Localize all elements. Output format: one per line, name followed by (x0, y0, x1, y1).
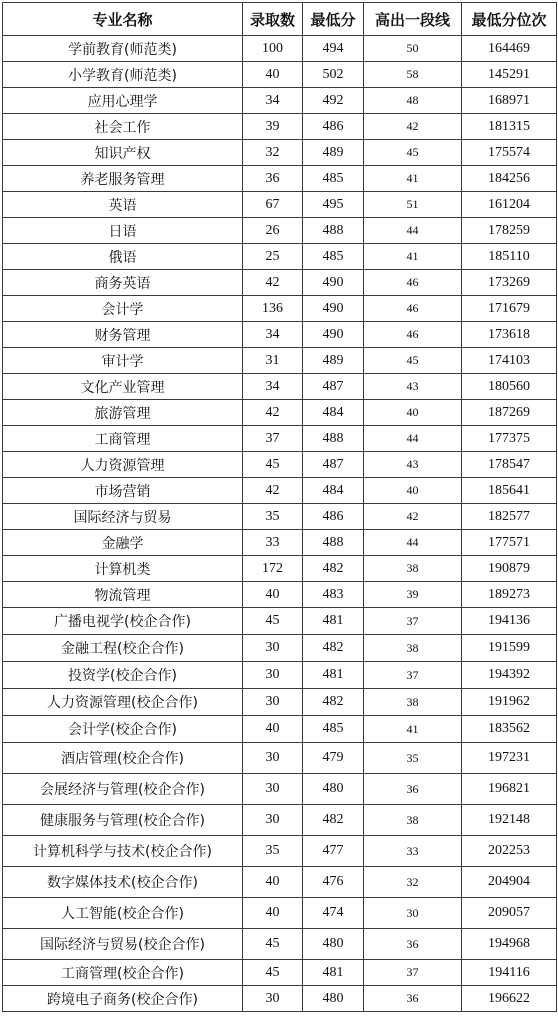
cell-major-name: 健康服务与管理(校企合作) (3, 805, 243, 836)
cell-above-cutoff: 35 (364, 743, 462, 774)
cell-admitted-count: 30 (243, 635, 303, 662)
cell-min-rank: 185110 (462, 244, 557, 270)
table-row (3, 867, 557, 898)
cell-min-score: 481 (303, 662, 364, 689)
table-row (3, 504, 557, 530)
cell-major-name: 财务管理 (3, 322, 243, 348)
cell-above-cutoff: 46 (364, 296, 462, 322)
header-row (3, 3, 557, 36)
cell-above-cutoff: 38 (364, 689, 462, 716)
cell-min-rank: 197231 (462, 743, 557, 774)
table-row (3, 774, 557, 805)
cell-above-cutoff: 33 (364, 836, 462, 867)
cell-min-rank: 183562 (462, 716, 557, 743)
cell-admitted-count: 45 (243, 960, 303, 986)
cell-admitted-count: 30 (243, 805, 303, 836)
cell-above-cutoff: 32 (364, 867, 462, 898)
cell-admitted-count: 34 (243, 374, 303, 400)
cell-min-score: 487 (303, 452, 364, 478)
cell-above-cutoff: 40 (364, 478, 462, 504)
cell-above-cutoff: 41 (364, 166, 462, 192)
cell-above-cutoff: 41 (364, 244, 462, 270)
cell-min-score: 489 (303, 348, 364, 374)
cell-major-name: 人工智能(校企合作) (3, 898, 243, 929)
cell-min-score: 485 (303, 716, 364, 743)
cell-min-rank: 171679 (462, 296, 557, 322)
table-row (3, 140, 557, 166)
cell-major-name: 工商管理 (3, 426, 243, 452)
table-row (3, 88, 557, 114)
cell-above-cutoff: 46 (364, 270, 462, 296)
cell-major-name: 应用心理学 (3, 88, 243, 114)
cell-above-cutoff: 36 (364, 929, 462, 960)
cell-above-cutoff: 43 (364, 452, 462, 478)
cell-min-rank: 161204 (462, 192, 557, 218)
cell-above-cutoff: 30 (364, 898, 462, 929)
cell-min-score: 482 (303, 805, 364, 836)
cell-min-rank: 185641 (462, 478, 557, 504)
cell-min-score: 487 (303, 374, 364, 400)
cell-admitted-count: 42 (243, 270, 303, 296)
cell-major-name: 会计学(校企合作) (3, 716, 243, 743)
table-row (3, 662, 557, 689)
cell-min-score: 502 (303, 62, 364, 88)
cell-major-name: 英语 (3, 192, 243, 218)
cell-major-name: 数字媒体技术(校企合作) (3, 867, 243, 898)
cell-min-score: 477 (303, 836, 364, 867)
cell-min-rank: 178259 (462, 218, 557, 244)
cell-min-rank: 177375 (462, 426, 557, 452)
cell-min-rank: 194392 (462, 662, 557, 689)
table-row (3, 716, 557, 743)
cell-above-cutoff: 39 (364, 582, 462, 608)
cell-admitted-count: 32 (243, 140, 303, 166)
cell-above-cutoff: 58 (364, 62, 462, 88)
cell-min-score: 482 (303, 635, 364, 662)
cell-min-rank: 182577 (462, 504, 557, 530)
cell-min-rank: 204904 (462, 867, 557, 898)
table-row (3, 322, 557, 348)
cell-admitted-count: 40 (243, 716, 303, 743)
cell-major-name: 社会工作 (3, 114, 243, 140)
cell-above-cutoff: 40 (364, 400, 462, 426)
cell-min-score: 485 (303, 166, 364, 192)
cell-min-rank: 145291 (462, 62, 557, 88)
cell-admitted-count: 35 (243, 836, 303, 867)
cell-major-name: 小学教育(师范类) (3, 62, 243, 88)
cell-above-cutoff: 38 (364, 805, 462, 836)
cell-major-name: 文化产业管理 (3, 374, 243, 400)
table-row (3, 836, 557, 867)
cell-admitted-count: 33 (243, 530, 303, 556)
cell-min-score: 480 (303, 929, 364, 960)
cell-min-score: 479 (303, 743, 364, 774)
cell-admitted-count: 42 (243, 478, 303, 504)
cell-major-name: 会计学 (3, 296, 243, 322)
table-row (3, 960, 557, 986)
cell-min-rank: 174103 (462, 348, 557, 374)
cell-min-rank: 180560 (462, 374, 557, 400)
cell-above-cutoff: 44 (364, 218, 462, 244)
table-row (3, 296, 557, 322)
cell-admitted-count: 30 (243, 689, 303, 716)
cell-above-cutoff: 42 (364, 114, 462, 140)
table-row (3, 556, 557, 582)
cell-major-name: 人力资源管理(校企合作) (3, 689, 243, 716)
cell-min-score: 480 (303, 774, 364, 805)
cell-above-cutoff: 45 (364, 140, 462, 166)
cell-min-score: 486 (303, 114, 364, 140)
cell-admitted-count: 30 (243, 986, 303, 1012)
cell-above-cutoff: 44 (364, 530, 462, 556)
cell-min-score: 474 (303, 898, 364, 929)
cell-above-cutoff: 41 (364, 716, 462, 743)
cell-admitted-count: 45 (243, 929, 303, 960)
cell-above-cutoff: 37 (364, 608, 462, 635)
cell-major-name: 工商管理(校企合作) (3, 960, 243, 986)
table-header (3, 3, 557, 36)
table-row (3, 400, 557, 426)
cell-min-score: 486 (303, 504, 364, 530)
cell-major-name: 人力资源管理 (3, 452, 243, 478)
header-admitted-count: 录取数 (243, 3, 303, 36)
table-row (3, 929, 557, 960)
cell-min-rank: 175574 (462, 140, 557, 166)
cell-admitted-count: 36 (243, 166, 303, 192)
cell-min-score: 488 (303, 426, 364, 452)
cell-major-name: 学前教育(师范类) (3, 36, 243, 62)
table-row (3, 898, 557, 929)
cell-admitted-count: 45 (243, 452, 303, 478)
table-row (3, 192, 557, 218)
cell-min-score: 484 (303, 400, 364, 426)
cell-min-rank: 177571 (462, 530, 557, 556)
cell-min-rank: 192148 (462, 805, 557, 836)
table-row (3, 743, 557, 774)
cell-major-name: 国际经济与贸易(校企合作) (3, 929, 243, 960)
cell-major-name: 知识产权 (3, 140, 243, 166)
table-row (3, 244, 557, 270)
cell-min-score: 481 (303, 960, 364, 986)
cell-major-name: 金融工程(校企合作) (3, 635, 243, 662)
cell-min-score: 482 (303, 556, 364, 582)
cell-major-name: 旅游管理 (3, 400, 243, 426)
table-row (3, 270, 557, 296)
table-row (3, 805, 557, 836)
cell-admitted-count: 40 (243, 582, 303, 608)
cell-above-cutoff: 38 (364, 635, 462, 662)
cell-min-score: 490 (303, 322, 364, 348)
table-row (3, 374, 557, 400)
cell-min-rank: 196821 (462, 774, 557, 805)
table-row (3, 608, 557, 635)
cell-admitted-count: 39 (243, 114, 303, 140)
cell-major-name: 投资学(校企合作) (3, 662, 243, 689)
cell-min-rank: 194968 (462, 929, 557, 960)
cell-min-rank: 190879 (462, 556, 557, 582)
cell-major-name: 物流管理 (3, 582, 243, 608)
cell-min-rank: 178547 (462, 452, 557, 478)
cell-major-name: 日语 (3, 218, 243, 244)
cell-major-name: 养老服务管理 (3, 166, 243, 192)
cell-min-rank: 173618 (462, 322, 557, 348)
cell-min-rank: 184256 (462, 166, 557, 192)
cell-min-score: 483 (303, 582, 364, 608)
cell-admitted-count: 34 (243, 322, 303, 348)
table-row (3, 348, 557, 374)
cell-min-rank: 191962 (462, 689, 557, 716)
cell-admitted-count: 40 (243, 62, 303, 88)
cell-major-name: 俄语 (3, 244, 243, 270)
cell-admitted-count: 37 (243, 426, 303, 452)
cell-min-rank: 187269 (462, 400, 557, 426)
cell-above-cutoff: 50 (364, 36, 462, 62)
cell-major-name: 会展经济与管理(校企合作) (3, 774, 243, 805)
cell-min-score: 490 (303, 296, 364, 322)
table-body (3, 36, 557, 1012)
table-row (3, 166, 557, 192)
cell-min-score: 482 (303, 689, 364, 716)
cell-admitted-count: 40 (243, 867, 303, 898)
cell-min-score: 492 (303, 88, 364, 114)
cell-admitted-count: 30 (243, 662, 303, 689)
cell-min-score: 484 (303, 478, 364, 504)
cell-major-name: 金融学 (3, 530, 243, 556)
cell-min-rank: 164469 (462, 36, 557, 62)
cell-above-cutoff: 43 (364, 374, 462, 400)
cell-admitted-count: 67 (243, 192, 303, 218)
cell-min-score: 481 (303, 608, 364, 635)
header-min-score: 最低分 (303, 3, 364, 36)
cell-admitted-count: 40 (243, 898, 303, 929)
cell-admitted-count: 136 (243, 296, 303, 322)
header-above-cutoff: 高出一段线 (364, 3, 462, 36)
cell-major-name: 商务英语 (3, 270, 243, 296)
cell-above-cutoff: 38 (364, 556, 462, 582)
cell-admitted-count: 100 (243, 36, 303, 62)
cell-above-cutoff: 45 (364, 348, 462, 374)
cell-above-cutoff: 37 (364, 662, 462, 689)
cell-min-score: 488 (303, 218, 364, 244)
table-row (3, 36, 557, 62)
cell-above-cutoff: 48 (364, 88, 462, 114)
cell-min-rank: 202253 (462, 836, 557, 867)
cell-admitted-count: 30 (243, 743, 303, 774)
table-row (3, 114, 557, 140)
cell-min-score: 480 (303, 986, 364, 1012)
cell-admitted-count: 25 (243, 244, 303, 270)
cell-admitted-count: 30 (243, 774, 303, 805)
cell-min-rank: 194116 (462, 960, 557, 986)
cell-min-score: 488 (303, 530, 364, 556)
table-row (3, 530, 557, 556)
cell-admitted-count: 35 (243, 504, 303, 530)
cell-major-name: 跨境电子商务(校企合作) (3, 986, 243, 1012)
cell-min-rank: 209057 (462, 898, 557, 929)
cell-admitted-count: 34 (243, 88, 303, 114)
cell-major-name: 审计学 (3, 348, 243, 374)
table-row (3, 635, 557, 662)
cell-major-name: 计算机科学与技术(校企合作) (3, 836, 243, 867)
admissions-table (2, 2, 557, 1012)
cell-min-score: 489 (303, 140, 364, 166)
table-row (3, 62, 557, 88)
cell-min-score: 485 (303, 244, 364, 270)
cell-major-name: 市场营销 (3, 478, 243, 504)
cell-admitted-count: 45 (243, 608, 303, 635)
table-row (3, 689, 557, 716)
cell-above-cutoff: 36 (364, 774, 462, 805)
cell-admitted-count: 26 (243, 218, 303, 244)
cell-min-score: 495 (303, 192, 364, 218)
table-row (3, 452, 557, 478)
cell-min-rank: 173269 (462, 270, 557, 296)
cell-above-cutoff: 44 (364, 426, 462, 452)
cell-major-name: 酒店管理(校企合作) (3, 743, 243, 774)
cell-admitted-count: 31 (243, 348, 303, 374)
cell-major-name: 国际经济与贸易 (3, 504, 243, 530)
header-major-name: 专业名称 (3, 3, 243, 36)
cell-major-name: 广播电视学(校企合作) (3, 608, 243, 635)
cell-above-cutoff: 42 (364, 504, 462, 530)
cell-admitted-count: 42 (243, 400, 303, 426)
cell-min-rank: 168971 (462, 88, 557, 114)
cell-min-rank: 194136 (462, 608, 557, 635)
table-row (3, 478, 557, 504)
cell-min-score: 494 (303, 36, 364, 62)
table-row (3, 426, 557, 452)
table-row (3, 986, 557, 1012)
cell-above-cutoff: 51 (364, 192, 462, 218)
cell-min-rank: 196622 (462, 986, 557, 1012)
table-row (3, 218, 557, 244)
cell-min-rank: 191599 (462, 635, 557, 662)
cell-above-cutoff: 36 (364, 986, 462, 1012)
cell-above-cutoff: 46 (364, 322, 462, 348)
cell-admitted-count: 172 (243, 556, 303, 582)
cell-above-cutoff: 37 (364, 960, 462, 986)
cell-min-score: 476 (303, 867, 364, 898)
cell-min-rank: 181315 (462, 114, 557, 140)
cell-min-rank: 189273 (462, 582, 557, 608)
table-row (3, 582, 557, 608)
header-min-rank: 最低分位次 (462, 3, 557, 36)
cell-min-score: 490 (303, 270, 364, 296)
cell-major-name: 计算机类 (3, 556, 243, 582)
